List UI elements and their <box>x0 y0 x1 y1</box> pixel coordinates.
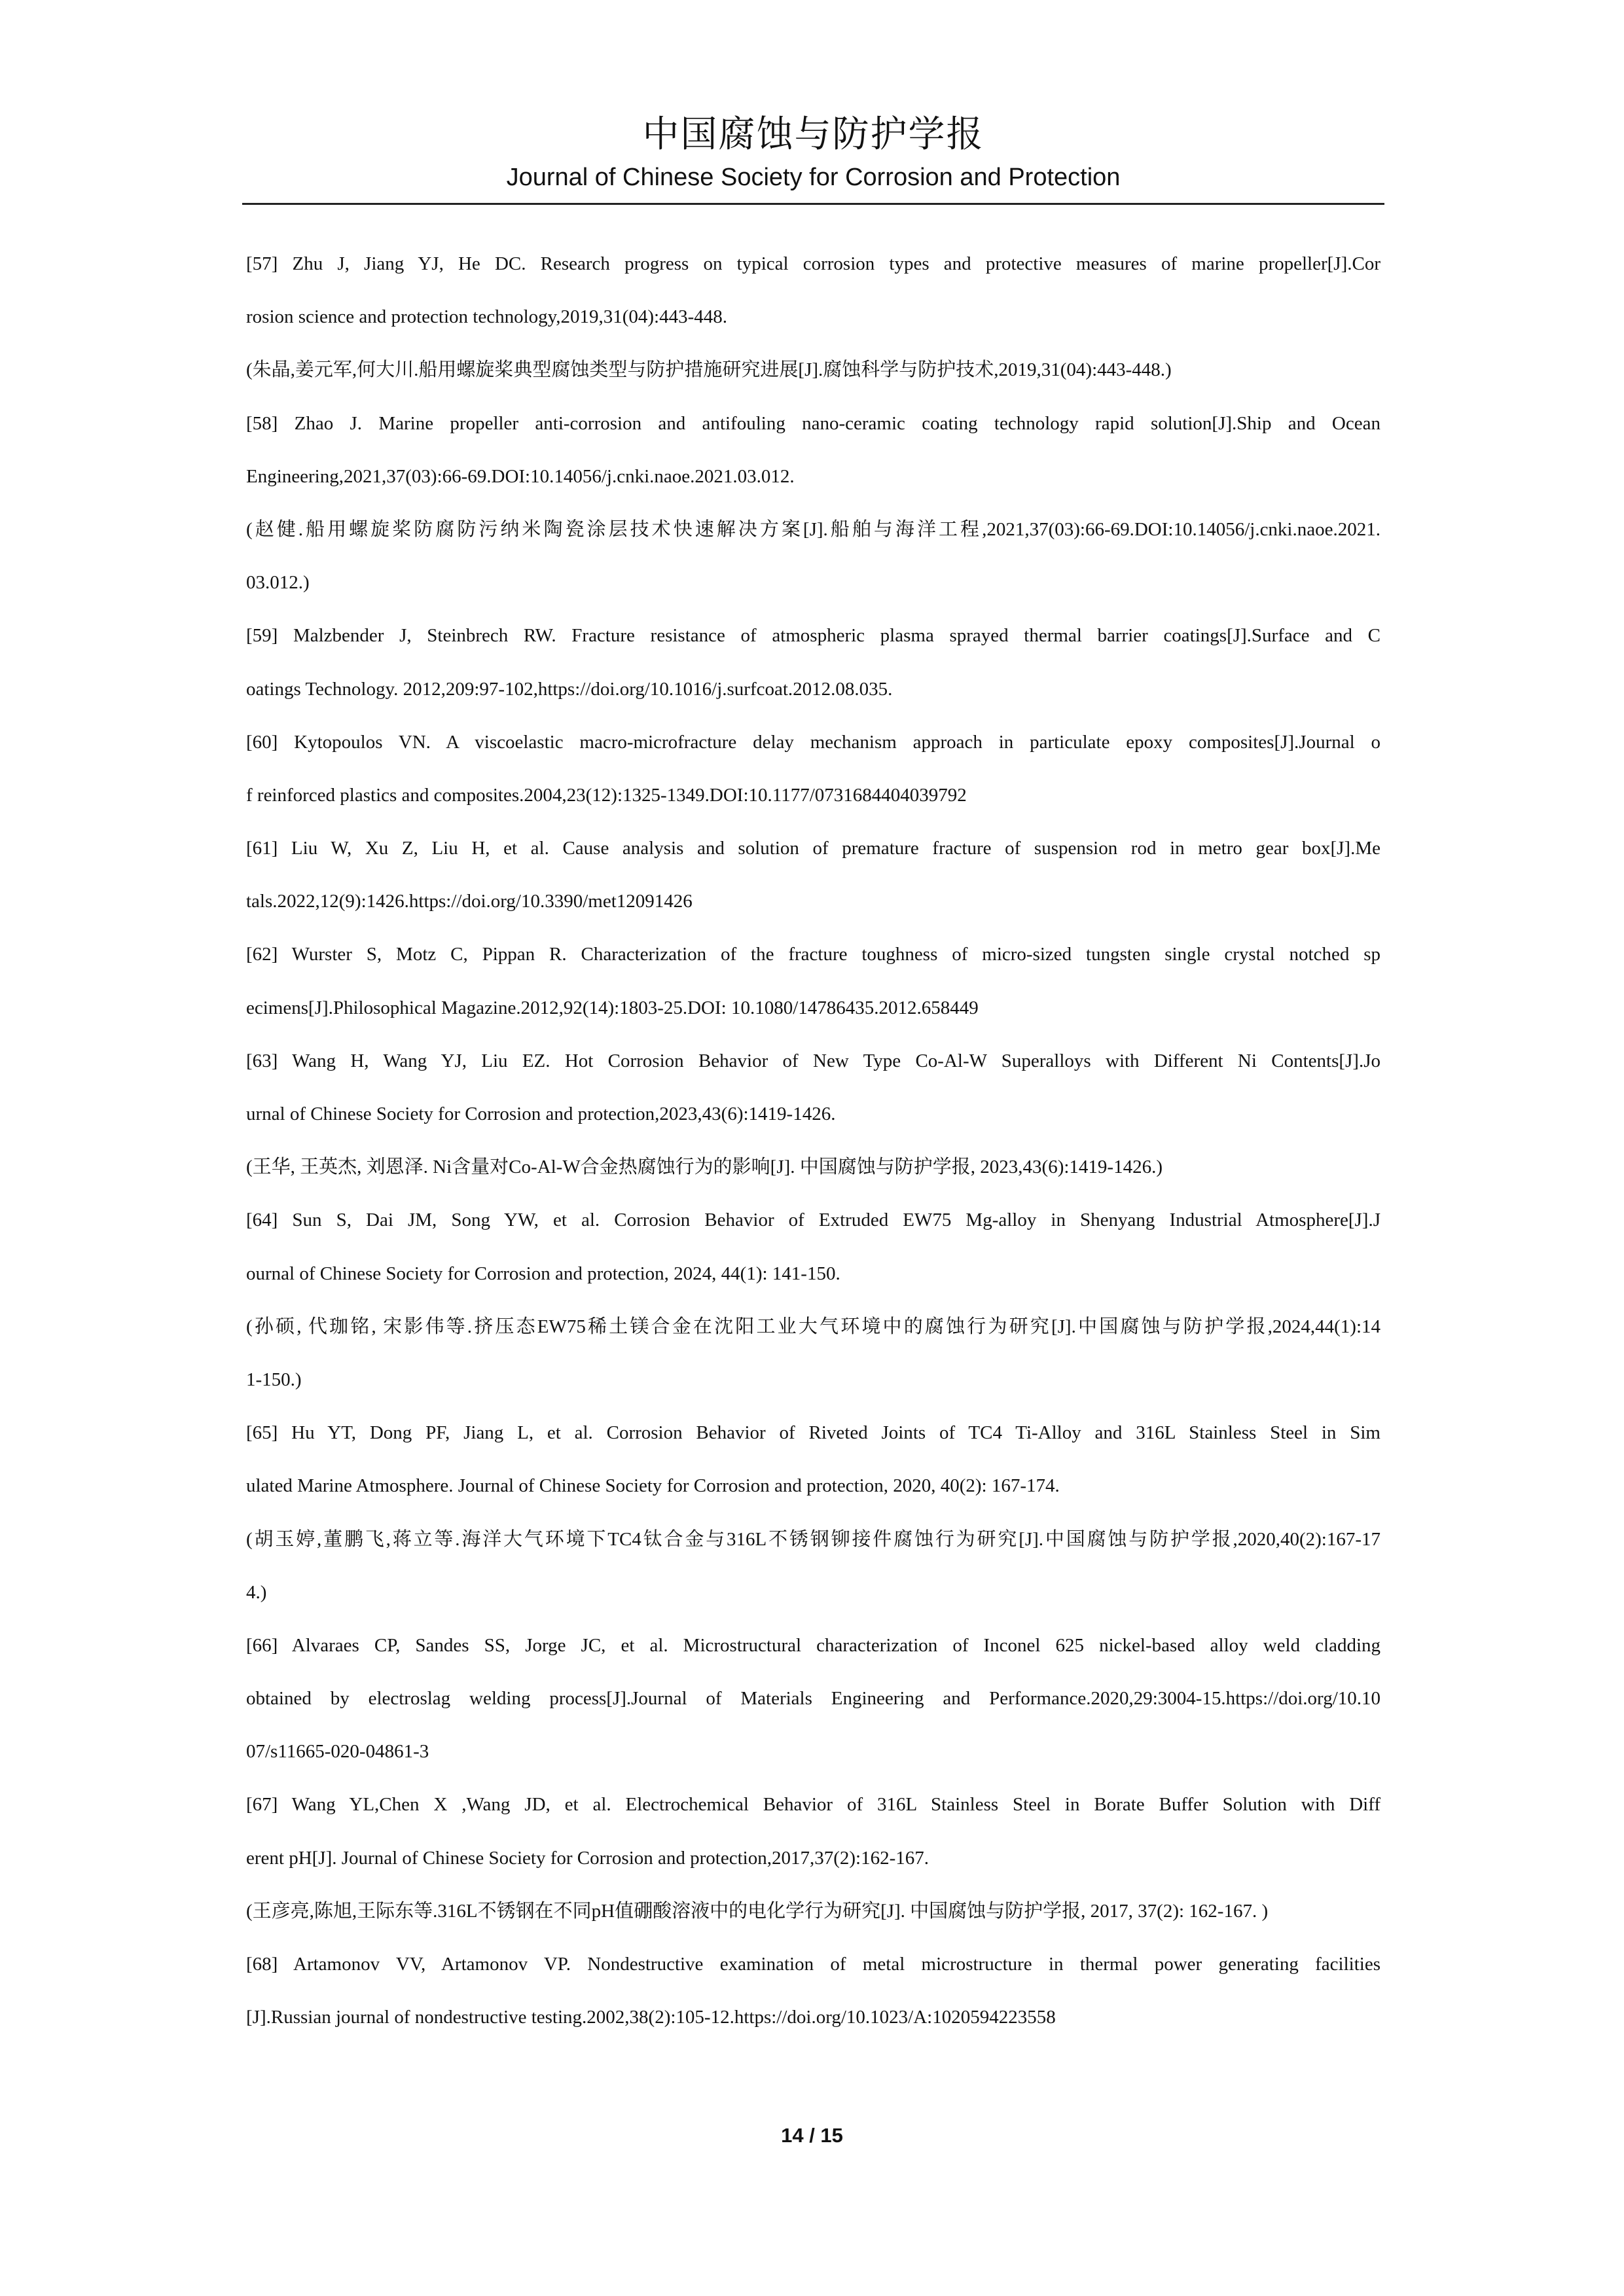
journal-title-chinese: 中国腐蚀与防护学报 <box>642 113 984 156</box>
journal-title-english: Journal of Chinese Society for Corrosion and Protection <box>506 164 1121 191</box>
ref-67-translation: (王彦亮,陈旭,王际东等.316L不锈钢在不同pH值硼酸溶液中的电化学行为研究[J]. 中国腐蚀与防护学报, 2017, 37(2): 162-167. ) <box>246 1900 1269 1922</box>
ref-64-translation-line-2: 1-150.) <box>246 1369 302 1390</box>
ref-58-translation-line-1: (赵健.船用螺旋桨防腐防污纳米陶瓷涂层技术快速解决方案[J].船舶与海洋工程,2021,37(03):66-69.DOI:10.14056/j.cnki.naoe.2021. <box>246 518 1380 540</box>
ref-66-line-2: obtained by electroslag welding process[J].Journal of Materials Engineering and Performance.2020,29:3004-15.https://doi.org/10.10 <box>246 1688 1380 1710</box>
header-divider <box>242 203 1384 205</box>
ref-61-line-2: tals.2022,12(9):1426.https://doi.org/10.3390/met12091426 <box>246 891 693 912</box>
ref-59-line-1: [59] Malzbender J, Steinbrech RW. Fracture resistance of atmospheric plasma sprayed thermal barrier coatings[J].Surface and C <box>246 625 1380 647</box>
ref-62-line-2: ecimens[J].Philosophical Magazine.2012,92(14):1803-25.DOI: 10.1080/14786435.2012.658449 <box>246 997 979 1018</box>
ref-63-translation: (王华, 王英杰, 刘恩泽. Ni含量对Co-Al-W合金热腐蚀行为的影响[J]. 中国腐蚀与防护学报, 2023,43(6):1419-1426.) <box>246 1157 1163 1178</box>
ref-60-line-1: [60] Kytopoulos VN. A viscoelastic macro-microfracture delay mechanism approach in particulate epoxy composites[J].Journal o <box>246 731 1380 753</box>
ref-58-line-2: Engineering,2021,37(03):66-69.DOI:10.14056/j.cnki.naoe.2021.03.012. <box>246 465 795 487</box>
ref-66-line-1: [66] Alvaraes CP, Sandes SS, Jorge JC, et al. Microstructural characterization of Inconel 625 nickel-based alloy weld cladding <box>246 1634 1380 1656</box>
ref-59-line-2: oatings Technology. 2012,209:97-102,https://doi.org/10.1016/j.surfcoat.2012.08.035. <box>246 678 893 700</box>
ref-61-line-1: [61] Liu W, Xu Z, Liu H, et al. Cause analysis and solution of premature fracture of suspension rod in metro gear box[J].Me <box>246 838 1380 859</box>
ref-63-line-2: urnal of Chinese Society for Corrosion and protection,2023,43(6):1419-1426. <box>246 1103 836 1124</box>
ref-67-line-1: [67] Wang YL,Chen X ,Wang JD, et al. Electrochemical Behavior of 316L Stainless Steel in Borate Buffer Solution with Diff <box>246 1794 1380 1816</box>
ref-63-line-1: [63] Wang H, Wang YJ, Liu EZ. Hot Corrosion Behavior of New Type Co-Al-W Superalloys with Different Ni Contents[J].Jo <box>246 1050 1380 1071</box>
ref-65-translation-line-2: 4.) <box>246 1581 267 1603</box>
ref-57-line-1: [57] Zhu J, Jiang YJ, He DC. Research progress on typical corrosion types and protective measures of marine propeller[J].Cor <box>246 253 1380 274</box>
reference-list <box>246 251 1380 2057</box>
ref-67-line-2: erent pH[J]. Journal of Chinese Society for Corrosion and protection,2017,37(2):162-167. <box>246 1847 929 1869</box>
page-number: 14 / 15 <box>781 2124 843 2147</box>
ref-60-line-2: f reinforced plastics and composites.2004,23(12):1325-1349.DOI:10.1177/0731684404039792 <box>246 784 967 806</box>
ref-68-line-1: [68] Artamonov VV, Artamonov VP. Nondestructive examination of metal microstructure in thermal power generating facilities <box>246 1954 1380 1975</box>
ref-64-line-2: ournal of Chinese Society for Corrosion and protection, 2024, 44(1): 141-150. <box>246 1263 840 1284</box>
ref-62-line-1: [62] Wurster S, Motz C, Pippan R. Characterization of the fracture toughness of micro-sized tungsten single crystal notched sp <box>246 944 1380 965</box>
ref-57-translation: (朱晶,姜元军,何大川.船用螺旋桨典型腐蚀类型与防护措施研究进展[J].腐蚀科学与防护技术,2019,31(04):443-448.) <box>246 359 1172 381</box>
ref-64-line-1: [64] Sun S, Dai JM, Song YW, et al. Corrosion Behavior of Extruded EW75 Mg-alloy in Shenyang Industrial Atmosphere[J].J <box>246 1210 1380 1231</box>
ref-68-line-2: [J].Russian journal of nondestructive testing.2002,38(2):105-12.https://doi.org/10.1023/A:1020594223558 <box>246 2007 1056 2028</box>
journal-header <box>242 111 1384 194</box>
ref-66-line-3: 07/s11665-020-04861-3 <box>246 1741 429 1763</box>
ref-57-line-2: rosion science and protection technology,2019,31(04):443-448. <box>246 306 728 328</box>
ref-65-line-1: [65] Hu YT, Dong PF, Jiang L, et al. Corrosion Behavior of Riveted Joints of TC4 Ti-Alloy and 316L Stainless Steel in Sim <box>246 1422 1380 1444</box>
ref-65-line-2: ulated Marine Atmosphere. Journal of Chinese Society for Corrosion and protection, 2020, 40(2): 167-174. <box>246 1475 1060 1497</box>
ref-58-line-1: [58] Zhao J. Marine propeller anti-corrosion and antifouling nano-ceramic coating technology rapid solution[J].Ship and Ocean <box>246 412 1380 434</box>
ref-58-translation-line-2: 03.012.) <box>246 572 310 594</box>
ref-65-translation-line-1: (胡玉婷,董鹏飞,蒋立等.海洋大气环境下TC4钛合金与316L不锈钢铆接件腐蚀行为研究[J].中国腐蚀与防护学报,2020,40(2):167-17 <box>246 1528 1380 1550</box>
ref-64-translation-line-1: (孙硕, 代珈铭, 宋影伟等.挤压态EW75稀土镁合金在沈阳工业大气环境中的腐蚀行为研究[J].中国腐蚀与防护学报,2024,44(1):14 <box>246 1316 1380 1337</box>
